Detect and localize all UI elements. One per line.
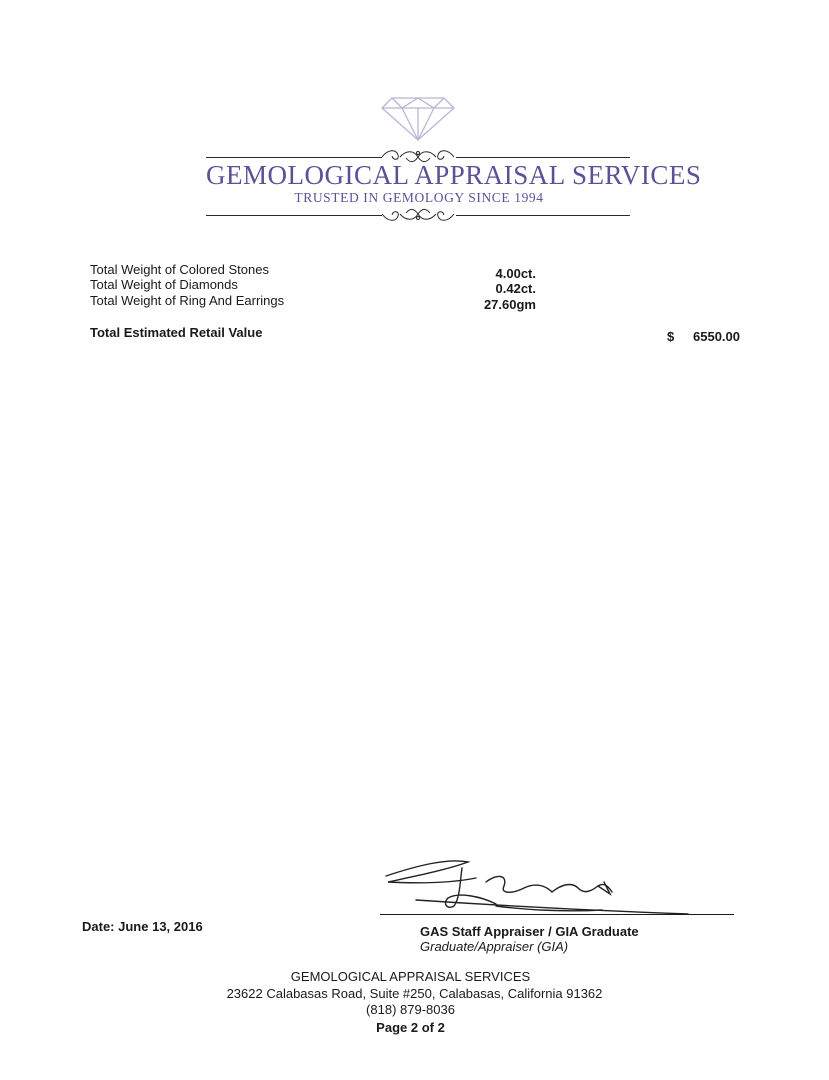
date-value: June 13, 2016 <box>118 919 203 934</box>
total-value-amount: 6550.00 <box>693 329 740 344</box>
handwritten-signature <box>376 852 696 922</box>
total-value-label: Total Estimated Retail Value <box>90 325 263 340</box>
header-rule-bottom-left <box>206 215 382 216</box>
flourish-ornament-icon <box>378 205 458 225</box>
header-rule-bottom-right <box>456 215 630 216</box>
appraiser-title: GAS Staff Appraiser / GIA Graduate <box>420 924 639 939</box>
summary-row-label: Total Weight of Diamonds <box>90 277 238 292</box>
footer-company-name: GEMOLOGICAL APPRAISAL SERVICES <box>290 969 531 984</box>
footer-phone: (818) 879-8036 <box>366 1002 455 1017</box>
summary-row-label: Total Weight of Colored Stones <box>90 262 269 277</box>
company-tagline: TRUSTED IN GEMOLOGY SINCE 1994 <box>294 190 544 205</box>
diamond-logo-icon <box>378 92 458 142</box>
summary-row-label: Total Weight of Ring And Earrings <box>90 293 285 308</box>
company-name: GEMOLOGICAL APPRAISAL SERVICES <box>206 160 702 190</box>
appraisal-date <box>82 919 203 934</box>
header-rule-top-right <box>456 157 630 158</box>
footer-address: 23622 Calabasas Road, Suite #250, Calabasas, California 91362 <box>226 986 603 1001</box>
header-rule-top-left <box>206 157 382 158</box>
total-currency-symbol: $ <box>667 329 675 344</box>
summary-row-value: 27.60gm <box>483 297 536 312</box>
page-number: Page 2 of 2 <box>376 1020 445 1035</box>
appraiser-subtitle: Graduate/Appraiser (GIA) <box>420 939 569 954</box>
summary-row-value: 4.00ct. <box>495 266 536 281</box>
signature-line <box>380 914 734 915</box>
date-label: Date: <box>82 919 115 934</box>
summary-row-value: 0.42ct. <box>495 281 536 296</box>
